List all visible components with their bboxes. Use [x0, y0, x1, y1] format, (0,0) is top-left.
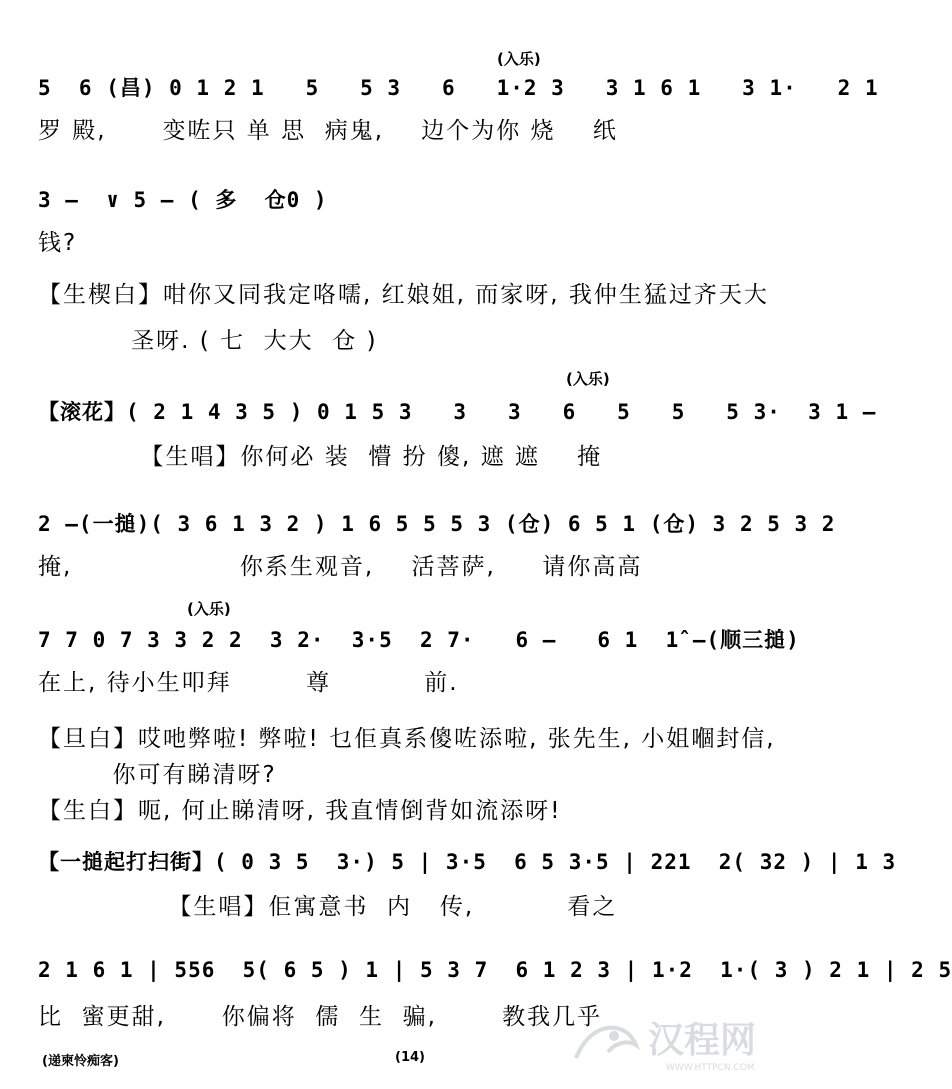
annotation-enter-music-1: (入乐) — [497, 50, 541, 68]
dialogue-dan-1: 【旦白】哎吔弊啦! 弊啦! 乜佢真系傻咗添啦, 张先生, 小姐嗰封信, — [38, 726, 776, 752]
notation-line-4: 2 –(一搥)( 3 6 1 3 2 ) 1 6 5 5 5 3 (仓) 6 5 1 (仓) 3 2 5 3 2 — [38, 512, 836, 536]
watermark-logo-text: 汉程网 — [648, 1020, 757, 1061]
page-number: (14) — [395, 1050, 425, 1065]
lyric-line-6: 【生唱】佢寓意书 内 传, 看之 — [38, 894, 618, 920]
annotation-enter-music-3: (入乐) — [187, 600, 231, 618]
notation-line-2: 3 – ∨ 5 – ( 多 仓0 ) — [38, 188, 328, 212]
lyric-line-1: 罗 殿, 变咗只 单 思 病鬼, 边个为你 烧 纸 — [38, 118, 618, 144]
notation-line-7: 2 1 6 1 | 556 5( 6 5 ) 1 | 5 3 7 6 1 2 3 | 1·2 1·( 3 ) 2 1 | 2 5 — [38, 958, 952, 982]
watermark-logo-sub: WWW.HTTPCN.COM — [666, 1063, 755, 1073]
annotation-enter-music-2: (入乐) — [566, 370, 610, 388]
dialogue-dan-2: 你可有睇清呀? — [38, 762, 277, 788]
notation-line-5: 7 7 0 7 3 3 2 2 3 2· 3·5 2 7· 6 – 6 1 1̂ –(顺三搥) — [38, 628, 800, 652]
lyric-line-4: 掩, 你系生观音, 活菩萨, 请你高高 — [38, 554, 643, 580]
notation-line-6: 【一搥起打扫街】( 0 3 5 3·) 5 | 3·5 6 5 3·5 | 221 2( 32 ) | 1 3 — [38, 850, 897, 874]
notation-line-3: 【滚花】( 2 1 4 3 5 ) 0 1 5 3 3 3 6 5 5 5 3· 3 1 – — [38, 400, 877, 424]
lyric-line-3: 【生唱】你何必 装 懵 扮 傻, 遮 遮 掩 — [38, 444, 603, 470]
footer-title: (递柬怜痴客) — [42, 1054, 119, 1069]
watermark-logo — [556, 1000, 776, 1080]
lyric-line-2: 钱? — [38, 230, 78, 256]
dialogue-sheng-3: 【生白】呃, 何止睇清呀, 我直情倒背如流添呀! — [38, 798, 562, 824]
dialogue-sheng-1: 【生楔白】咁你又同我定咯嚅, 红娘姐, 而家呀, 我仲生猛过齐天大 — [38, 282, 769, 308]
dialogue-sheng-2: 圣呀. ( 七 大大 仓 ) — [38, 328, 378, 354]
lyric-line-7: 比 蜜更甜, 你偏将 儒 生 骗, 教我几乎 — [38, 1004, 603, 1030]
lyric-line-5: 在上, 待小生叩拜 尊 前. — [38, 670, 459, 696]
notation-line-1: 5 6 (昌) 0 1 2 1 5 5 3 6 1·2 3 3 1 6 1 3 1· 2 1 — [38, 76, 879, 100]
